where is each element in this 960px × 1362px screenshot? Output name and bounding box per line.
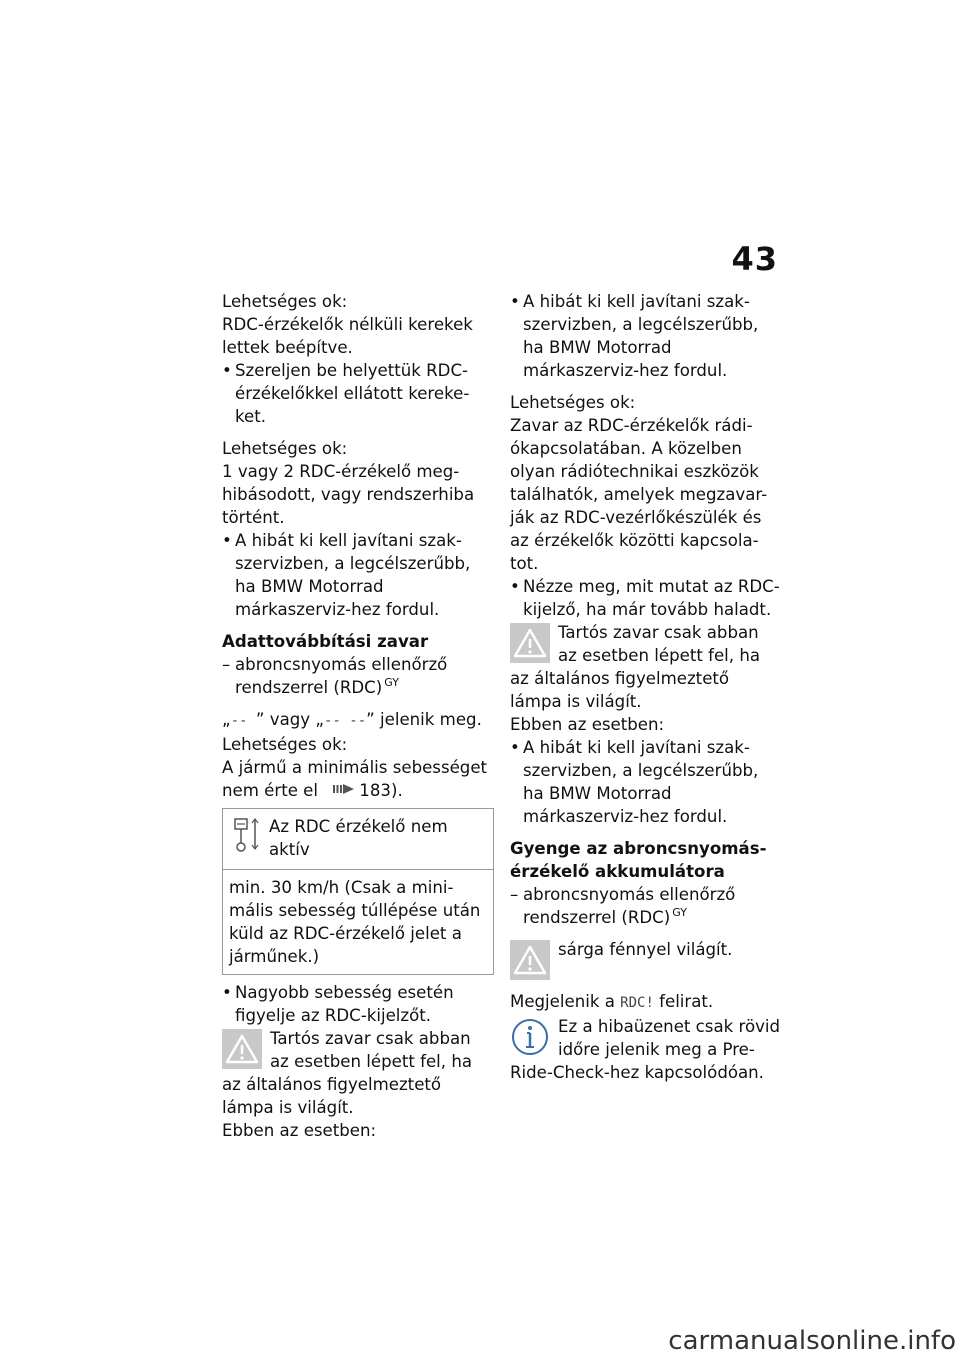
display-code: RDC! [620, 995, 654, 1011]
warning-triangle-icon [510, 623, 550, 663]
warning-text: Tartós zavar csak abban az esetben lépett fel, ha az általános figyelmeztető lámpa is világít. [510, 623, 761, 711]
display-code: -- -- [324, 713, 367, 729]
cause-text-part: A jármű a minimális sebességet nem érte el [222, 758, 488, 800]
section-heading: Gyenge az abroncsnyomás-érzékelő akkumulátora [510, 839, 767, 881]
condition-text: abroncsnyomás ellenőrző rendszerrel (RDC) [523, 885, 736, 927]
cause-label: Lehetséges ok: [510, 393, 636, 412]
section-heading: Adattovábbítási zavar [222, 632, 429, 651]
then-label: Ebben az esetben: [510, 715, 665, 734]
condition-superscript: GY [384, 676, 399, 690]
info-icon [510, 1017, 550, 1057]
rdc-info-table [222, 808, 494, 975]
tire-sensor-icon [229, 815, 261, 855]
condition-superscript: GY [672, 906, 687, 920]
then-label: Ebben az esetben: [222, 1121, 377, 1140]
warning-triangle-icon [510, 940, 550, 980]
cause-text: 1 vagy 2 RDC-érzékelő meg-hibásodott, vagy rendszerhiba történt. [222, 462, 475, 527]
display-message [510, 990, 782, 1015]
watermark-footer: carmanualsonline.info [640, 1326, 960, 1362]
page-reference: 183). [359, 781, 403, 800]
cause-text: Zavar az RDC-érzékelők rádi-ókapcsolatában. A közelben olyan rádiótechnikai eszközök találhatók, amelyek megzavar-ják az RDC-vezérlőkészülék és az érzékelők közötti kapcsola-tot. [510, 416, 768, 573]
action-bullet: • Szereljen be helyettük RDC-érzékelőkkel ellátott kereke-ket. [222, 359, 494, 428]
warning-note [222, 1027, 494, 1119]
display-suffix: ” jelenik meg. [366, 710, 482, 729]
page-number: 43 [731, 240, 778, 278]
table-row [223, 809, 493, 870]
condition-text: abroncsnyomás ellenőrző rendszerrel (RDC) [235, 655, 448, 697]
warning-text: sárga fénnyel világít. [558, 940, 733, 959]
action-bullet: • A hibát ki kell javítani szak-szervizben, a legcélszerűbb, ha BMW Motorrad márkaszerviz-hez fordul. [510, 736, 782, 828]
display-connector: ” vagy „ [255, 710, 324, 729]
display-code: -- [230, 713, 256, 729]
action-bullet: • A hibát ki kell javítani szak-szervizben, a legcélszerűbb, ha BMW Motorrad márkaszerviz-hez fordul. [510, 290, 782, 382]
warning-note [510, 621, 782, 713]
info-note [510, 1015, 782, 1084]
action-bullet: • Nézze meg, mit mutat az RDC-kijelző, ha már tovább haladt. [510, 575, 782, 621]
cause-text: RDC-érzékelők nélküli kerekek lettek beépítve. [222, 315, 473, 357]
warning-triangle-icon [222, 1029, 262, 1069]
right-column [510, 290, 782, 1084]
display-suffix: felirat. [653, 992, 714, 1011]
cause-label: Lehetséges ok: [222, 439, 348, 458]
action-bullet: • A hibát ki kell javítani szak-szervizben, a legcélszerűbb, ha BMW Motorrad márkaszerviz-hez fordul. [222, 529, 494, 621]
condition-line [510, 883, 782, 929]
cause-text [222, 756, 494, 802]
quote-open: „ [222, 710, 231, 729]
cause-label: Lehetséges ok: [222, 735, 348, 754]
table-row: min. 30 km/h (Csak a mini-mális sebesség túllépése után küld az RDC-érzékelő jelet a járműnek.) [229, 878, 481, 966]
warning-note [510, 938, 782, 990]
condition-line [222, 653, 494, 699]
table-cell: Az RDC érzékelő nem aktív [269, 817, 448, 859]
display-prefix: Megjelenik a [510, 992, 621, 1011]
left-column [222, 290, 494, 1142]
dash-mark: – [510, 885, 519, 904]
info-text: Ez a hibaüzenet csak rövid időre jelenik meg a Pre-Ride-Check-hez kapcsolódóan. [510, 1017, 781, 1082]
action-bullet: • Nagyobb sebesség esetén figyelje az RDC-kijelzőt. [222, 981, 494, 1027]
cause-label: Lehetséges ok: [222, 292, 348, 311]
warning-text: Tartós zavar csak abban az esetben lépett fel, ha az általános figyelmeztető lámpa is világít. [222, 1029, 473, 1117]
dash-mark: – [222, 655, 231, 674]
reference-arrow-icon [333, 779, 355, 802]
display-message [222, 708, 494, 733]
